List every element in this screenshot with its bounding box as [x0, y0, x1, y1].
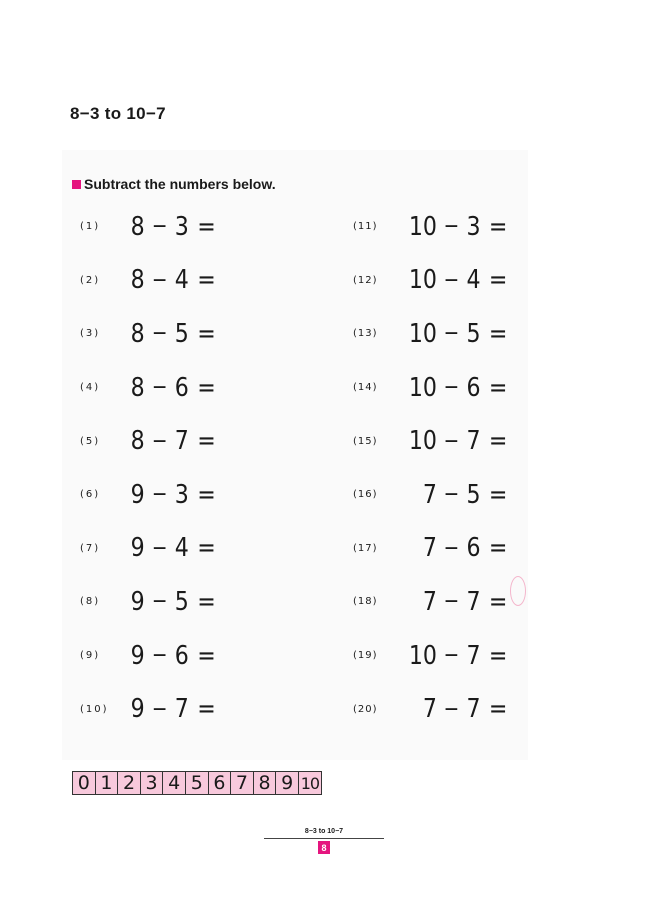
problem-number: (19): [353, 650, 378, 662]
problem-row: [80, 361, 240, 415]
minus-sign: −: [443, 267, 460, 293]
problem-row: [353, 468, 535, 522]
minuend: 7: [422, 694, 437, 725]
minuend: 9: [130, 694, 145, 725]
minus-sign: −: [443, 535, 460, 561]
subtrahend: 7: [466, 640, 481, 671]
page-title: 8−3 to 10−7: [70, 104, 166, 123]
problem-expression: [403, 426, 515, 456]
problem-expression: [130, 480, 224, 510]
subtrahend: 3: [466, 211, 481, 242]
number-line-cell: 3: [141, 772, 164, 794]
minuend: 9: [130, 640, 145, 671]
equals-sign: =: [488, 640, 508, 671]
minuend: 9: [130, 479, 145, 510]
minus-sign: −: [443, 589, 460, 615]
problem-expression: [403, 212, 515, 242]
problem-row: [353, 254, 535, 308]
subtrahend: 5: [466, 318, 481, 349]
number-line-cell: 10: [300, 773, 320, 793]
minus-sign: −: [151, 428, 168, 454]
problem-expression: [130, 694, 224, 724]
minus-sign: −: [151, 375, 168, 401]
equals-sign: =: [488, 372, 508, 403]
subtrahend: 6: [466, 533, 481, 564]
problem-number: (2): [80, 274, 101, 286]
problem-number: (8): [80, 596, 101, 608]
equals-sign: =: [197, 479, 216, 510]
problem-row: [80, 414, 240, 468]
problem-number: (7): [80, 542, 101, 554]
number-line-cell: 0: [73, 772, 96, 794]
footer-title: 8−3 to 10−7: [304, 828, 344, 835]
minuend: 7: [422, 533, 437, 564]
footer-divider: [264, 838, 384, 839]
problem-number: (11): [353, 221, 378, 233]
problem-row: [353, 575, 535, 629]
equals-sign: =: [197, 211, 216, 242]
problem-number: (1): [80, 221, 101, 233]
minuend: 8: [130, 318, 145, 349]
subtrahend: 7: [466, 586, 481, 617]
subtrahend: 5: [466, 479, 481, 510]
minus-sign: −: [151, 321, 168, 347]
number-line-cell: 7: [231, 772, 254, 794]
problem-expression: [130, 641, 224, 671]
minus-sign: −: [151, 214, 168, 240]
problem-expression: [403, 319, 515, 349]
minuend: 7: [422, 479, 437, 510]
problem-number: (18): [353, 596, 378, 608]
problem-number: (12): [353, 274, 378, 286]
subtrahend: 4: [466, 265, 481, 296]
minus-sign: −: [443, 375, 460, 401]
equals-sign: =: [488, 318, 508, 349]
subtrahend: 4: [174, 533, 189, 564]
problem-row: [353, 200, 535, 254]
problem-number: (20): [353, 703, 378, 715]
subtrahend: 6: [466, 372, 481, 403]
answer-oval-mark: [510, 576, 526, 606]
subtrahend: 6: [174, 640, 189, 671]
minuend: 10: [408, 211, 437, 242]
minus-sign: −: [443, 696, 460, 722]
problem-row: [353, 414, 535, 468]
minuend: 10: [408, 265, 437, 296]
bullet-square-icon: [72, 180, 81, 189]
problem-row: [353, 682, 535, 736]
problem-row: [80, 307, 240, 361]
equals-sign: =: [197, 372, 216, 403]
problem-expression: [403, 587, 515, 617]
problem-row: [80, 629, 240, 683]
equals-sign: =: [488, 265, 508, 296]
instruction-text: Subtract the numbers below.: [84, 176, 276, 192]
number-line-cell: 4: [163, 772, 186, 794]
problem-expression: [403, 533, 515, 563]
minus-sign: −: [443, 428, 460, 454]
minus-sign: −: [443, 321, 460, 347]
subtrahend: 7: [466, 426, 481, 457]
minuend: 9: [130, 586, 145, 617]
subtrahend: 7: [174, 694, 189, 725]
problem-number: (10): [80, 703, 109, 715]
equals-sign: =: [488, 533, 508, 564]
problem-expression: [403, 265, 515, 295]
equals-sign: =: [488, 211, 508, 242]
problem-expression: [403, 694, 515, 724]
minus-sign: −: [151, 589, 168, 615]
equals-sign: =: [488, 479, 508, 510]
problem-expression: [130, 212, 224, 242]
problem-expression: [403, 480, 515, 510]
equals-sign: =: [488, 426, 508, 457]
problem-expression: [130, 587, 224, 617]
problem-expression: [130, 319, 224, 349]
instruction: [72, 176, 276, 192]
equals-sign: =: [197, 426, 216, 457]
subtrahend: 3: [174, 479, 189, 510]
problem-row: [80, 682, 240, 736]
problem-row: [80, 200, 240, 254]
problem-row: [80, 468, 240, 522]
minuend: 8: [130, 372, 145, 403]
equals-sign: =: [197, 533, 216, 564]
problem-expression: [130, 533, 224, 563]
number-line-cell: 1: [96, 772, 119, 794]
minuend: 10: [408, 640, 437, 671]
number-line: [72, 771, 322, 795]
equals-sign: =: [488, 694, 508, 725]
minus-sign: −: [151, 482, 168, 508]
subtrahend: 6: [174, 372, 189, 403]
right-problem-column: [353, 200, 535, 736]
problem-row: [353, 307, 535, 361]
problem-number: (9): [80, 650, 101, 662]
minuend: 8: [130, 211, 145, 242]
number-line-cell: 5: [186, 772, 209, 794]
minus-sign: −: [443, 643, 460, 669]
subtrahend: 3: [174, 211, 189, 242]
subtrahend: 7: [466, 694, 481, 725]
minus-sign: −: [151, 535, 168, 561]
equals-sign: =: [197, 265, 216, 296]
subtrahend: 7: [174, 426, 189, 457]
problem-number: (4): [80, 382, 101, 394]
number-line-cell: 6: [209, 772, 232, 794]
problem-number: (17): [353, 542, 378, 554]
subtrahend: 5: [174, 318, 189, 349]
problem-row: [80, 575, 240, 629]
problem-row: [80, 254, 240, 308]
problem-number: (15): [353, 435, 378, 447]
subtrahend: 4: [174, 265, 189, 296]
problem-number: (14): [353, 382, 378, 394]
number-line-cell: 2: [118, 772, 141, 794]
problem-expression: [130, 265, 224, 295]
minuend: 10: [408, 372, 437, 403]
problem-number: (13): [353, 328, 378, 340]
problem-expression: [130, 426, 224, 456]
problem-number: (3): [80, 328, 101, 340]
equals-sign: =: [197, 586, 216, 617]
equals-sign: =: [197, 318, 216, 349]
equals-sign: =: [197, 640, 216, 671]
problem-expression: [130, 373, 224, 403]
minus-sign: −: [151, 267, 168, 293]
problem-row: [353, 361, 535, 415]
minuend: 8: [130, 426, 145, 457]
problem-row: [80, 522, 240, 576]
problem-number: (6): [80, 489, 101, 501]
left-problem-column: [80, 200, 240, 736]
minus-sign: −: [443, 214, 460, 240]
minuend: 9: [130, 533, 145, 564]
minus-sign: −: [151, 696, 168, 722]
minuend: 10: [408, 426, 437, 457]
problem-expression: [403, 373, 515, 403]
minus-sign: −: [151, 643, 168, 669]
minuend: 10: [408, 318, 437, 349]
problem-number: (16): [353, 489, 378, 501]
problem-row: [353, 629, 535, 683]
minuend: 8: [130, 265, 145, 296]
minuend: 7: [422, 586, 437, 617]
subtrahend: 5: [174, 586, 189, 617]
number-line-cell: 9: [276, 772, 299, 794]
problem-expression: [403, 641, 515, 671]
number-line-cell: 8: [254, 772, 277, 794]
equals-sign: =: [488, 586, 508, 617]
minus-sign: −: [443, 482, 460, 508]
equals-sign: =: [197, 694, 216, 725]
page-number: 8: [318, 841, 330, 854]
problem-number: (5): [80, 435, 101, 447]
problem-row: [353, 522, 535, 576]
